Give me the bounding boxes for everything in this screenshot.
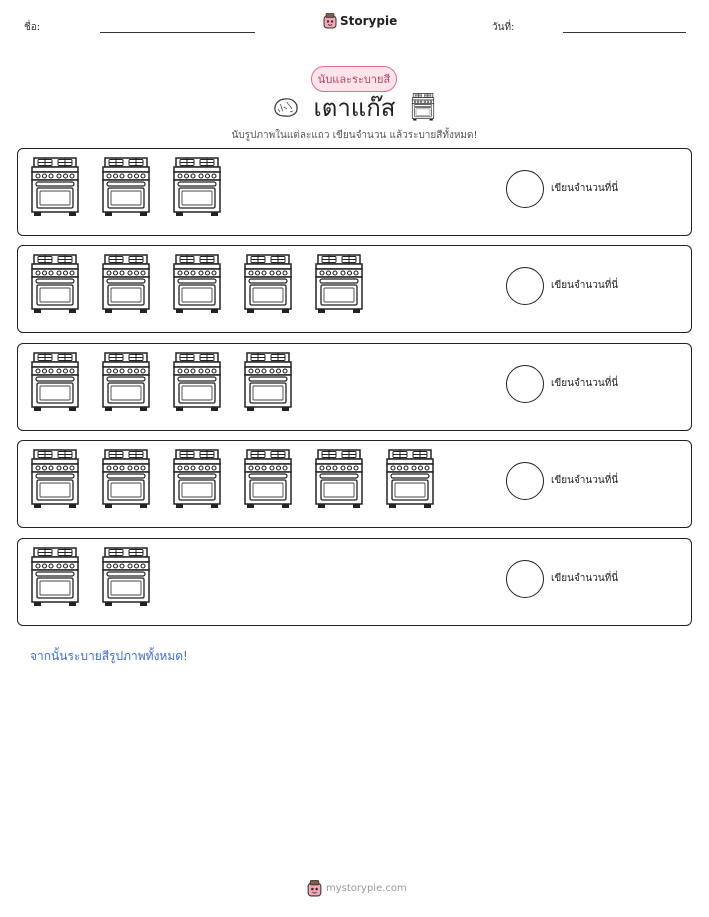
page-title: เตาแก๊ส — [313, 94, 396, 122]
footer-brand — [307, 880, 407, 897]
answer-circle[interactable] — [506, 170, 544, 208]
brand-name: Storypie — [340, 14, 398, 28]
answer-circle[interactable] — [506, 560, 544, 598]
gas-stove-icon[interactable] — [101, 352, 151, 412]
gas-stove-icon[interactable] — [101, 547, 151, 607]
answer-label: เขียนจำนวนที่นี่ — [551, 183, 619, 194]
gas-stove-icon[interactable] — [243, 449, 293, 509]
gas-stove-icon[interactable] — [314, 254, 364, 314]
answer-label: เขียนจำนวนที่นี่ — [551, 280, 619, 291]
answer-label: เขียนจำนวนที่นี่ — [551, 378, 619, 389]
gas-stove-icon[interactable] — [314, 449, 364, 509]
footer-url: mystorypie.com — [326, 883, 407, 894]
count-row — [17, 245, 692, 333]
gas-stove-icon[interactable] — [385, 449, 435, 509]
gas-stove-icon[interactable] — [101, 157, 151, 217]
category-badge — [311, 66, 397, 92]
footer-instruction: จากนั้นระบายสีรูปภาพทั้งหมด! — [30, 649, 188, 663]
gas-stove-icon[interactable] — [101, 449, 151, 509]
instructions: นับรูปภาพในแต่ละแถว เขียนจำนวน แล้วระบายสีทั้งหมด! — [231, 130, 478, 141]
count-row — [17, 538, 692, 626]
count-row — [17, 343, 692, 431]
gas-stove-icon — [411, 93, 435, 121]
answer-label: เขียนจำนวนที่นี่ — [551, 475, 619, 486]
answer-label: เขียนจำนวนที่นี่ — [551, 573, 619, 584]
gas-stove-icon[interactable] — [172, 449, 222, 509]
gas-stove-icon[interactable] — [30, 352, 80, 412]
gas-stove-icon[interactable] — [30, 254, 80, 314]
storypie-logo-icon — [307, 880, 322, 897]
category-label: นับและระบายสี — [317, 73, 391, 86]
gas-stove-icon[interactable] — [30, 157, 80, 217]
date-label: วันที่: — [492, 22, 515, 33]
gas-stove-icon[interactable] — [243, 254, 293, 314]
gas-stove-icon[interactable] — [172, 157, 222, 217]
gas-stove-icon[interactable] — [243, 352, 293, 412]
count-row — [17, 148, 692, 236]
answer-circle[interactable] — [506, 267, 544, 305]
gas-stove-icon[interactable] — [30, 547, 80, 607]
brand-logo — [323, 13, 397, 29]
count-row — [17, 440, 692, 528]
storypie-logo-icon — [323, 13, 337, 29]
title-row — [0, 93, 709, 123]
gas-stove-icon[interactable] — [172, 352, 222, 412]
gas-stove-icon[interactable] — [172, 254, 222, 314]
name-line[interactable] — [100, 32, 255, 33]
gas-stove-icon[interactable] — [101, 254, 151, 314]
answer-circle[interactable] — [506, 462, 544, 500]
answer-circle[interactable] — [506, 365, 544, 403]
name-label: ชื่อ: — [24, 22, 41, 33]
date-line[interactable] — [563, 32, 686, 33]
gas-stove-icon[interactable] — [30, 449, 80, 509]
